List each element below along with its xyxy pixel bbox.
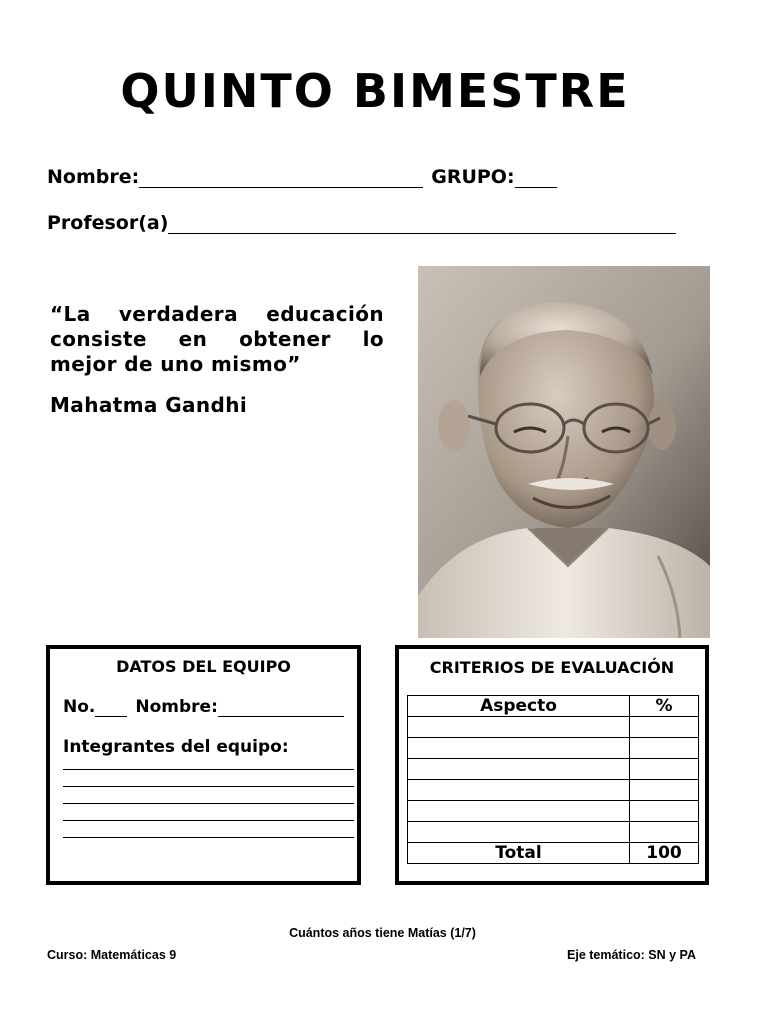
table-row xyxy=(408,759,699,780)
teacher-blank-line xyxy=(168,215,676,234)
aspect-cell xyxy=(408,801,630,822)
member-blank-line xyxy=(63,769,354,770)
percent-cell xyxy=(630,780,699,801)
percent-cell xyxy=(630,801,699,822)
team-data-box xyxy=(46,645,361,885)
total-label: Total xyxy=(408,843,630,864)
quote-text: “La verdadera educación consiste en obtener lo mejor de uno mismo” xyxy=(50,302,384,376)
aspect-cell xyxy=(408,717,630,738)
name-group-row xyxy=(47,166,557,188)
member-blank-line xyxy=(63,786,354,787)
evaluation-criteria-box xyxy=(395,645,709,885)
table-row xyxy=(408,738,699,759)
aspect-cell xyxy=(408,780,630,801)
footer-topic: Cuántos años tiene Matías (1/7) xyxy=(289,926,476,940)
table-total-row xyxy=(408,843,699,864)
member-blank-line xyxy=(63,820,354,821)
evaluation-table xyxy=(407,695,699,864)
team-members-label: Integrantes del equipo: xyxy=(63,737,289,757)
quote-block xyxy=(50,302,384,418)
teacher-row xyxy=(47,212,676,234)
percent-cell xyxy=(630,759,699,780)
name-blank-line xyxy=(139,169,423,188)
footer-thematic-axis: Eje temático: SN y PA xyxy=(567,948,696,962)
page-title: QUINTO BIMESTRE xyxy=(120,64,630,118)
member-blank-line xyxy=(63,803,354,804)
quote-author: Mahatma Gandhi xyxy=(50,393,248,417)
group-blank-line xyxy=(515,169,557,188)
table-row xyxy=(408,717,699,738)
member-blank-line xyxy=(63,837,354,838)
percent-cell xyxy=(630,738,699,759)
team-number-label: No. xyxy=(63,697,96,717)
table-row xyxy=(408,822,699,843)
footer-course: Curso: Matemáticas 9 xyxy=(47,948,177,962)
percent-cell xyxy=(630,717,699,738)
column-header-percent: % xyxy=(630,696,699,717)
name-label: Nombre: xyxy=(47,166,140,188)
team-name-blank xyxy=(218,701,344,717)
aspect-cell xyxy=(408,759,630,780)
table-row xyxy=(408,801,699,822)
aspect-cell xyxy=(408,822,630,843)
percent-cell xyxy=(630,822,699,843)
total-value: 100 xyxy=(630,843,699,864)
aspect-cell xyxy=(408,738,630,759)
team-number-blank xyxy=(95,701,127,717)
teacher-label: Profesor(a) xyxy=(47,212,169,234)
team-box-heading: DATOS DEL EQUIPO xyxy=(116,657,291,676)
team-number-name-row xyxy=(63,697,344,717)
team-name-label: Nombre: xyxy=(135,697,218,717)
table-header-row xyxy=(408,696,699,717)
gandhi-portrait-photo xyxy=(418,266,710,638)
table-row xyxy=(408,780,699,801)
group-label: GRUPO: xyxy=(431,166,515,188)
evaluation-box-heading: CRITERIOS DE EVALUACIÓN xyxy=(429,658,675,677)
column-header-aspect: Aspecto xyxy=(408,696,630,717)
